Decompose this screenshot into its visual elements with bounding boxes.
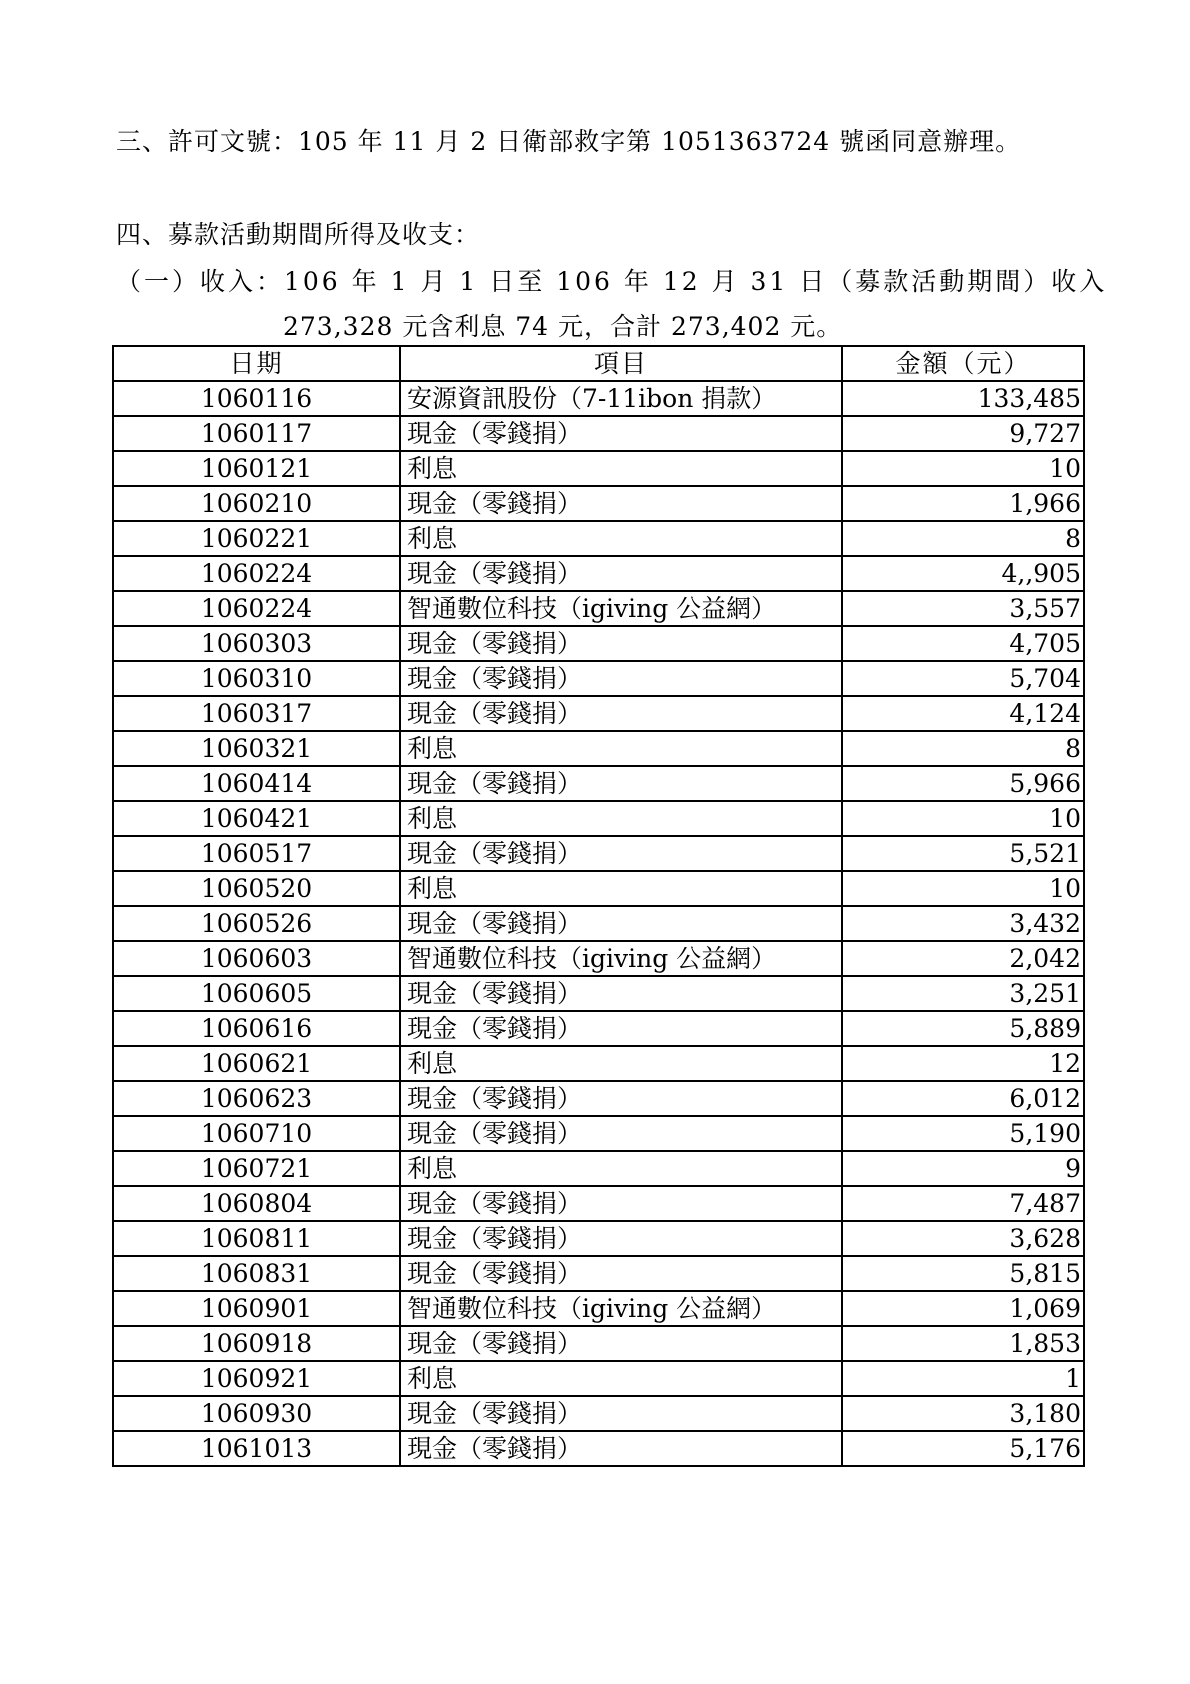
row-amount: 5,190 [842,1116,1084,1151]
row-item: 利息 [400,521,842,556]
row-date: 1060221 [113,521,400,556]
row-item: 利息 [400,1151,842,1186]
table-row [113,416,1084,451]
row-date: 1060224 [113,556,400,591]
header-date: 日期 [113,346,400,381]
row-date: 1060623 [113,1081,400,1116]
table-row [113,976,1084,1011]
row-amount: 3,180 [842,1396,1084,1431]
row-item: 現金（零錢捐） [400,766,842,801]
table-row [113,801,1084,836]
table-row [113,486,1084,521]
table-row [113,1221,1084,1256]
row-date: 1060310 [113,661,400,696]
row-date: 1060901 [113,1291,400,1326]
table-row [113,626,1084,661]
row-item: 現金（零錢捐） [400,1396,842,1431]
row-amount: 5,966 [842,766,1084,801]
table-row [113,1186,1084,1221]
row-amount: 5,521 [842,836,1084,871]
table-row [113,661,1084,696]
row-amount: 7,487 [842,1186,1084,1221]
row-date: 1060710 [113,1116,400,1151]
table-row [113,1431,1084,1466]
row-item: 現金（零錢捐） [400,836,842,871]
permit-paragraph: 三、許可文號：105 年 11 月 2 日衛部救字第 1051363724 號函同意辦理。 [116,127,1022,156]
row-item: 現金（零錢捐） [400,1081,842,1116]
income-paragraph-line1: （一）收入：106 年 1 月 1 日至 106 年 12 月 31 日（募款活動期間）收入 [116,267,1108,296]
row-item: 現金（零錢捐） [400,1326,842,1361]
table-row [113,871,1084,906]
table-row [113,1326,1084,1361]
row-amount: 1,853 [842,1326,1084,1361]
row-amount: 133,485 [842,381,1084,416]
table-body [113,381,1084,1466]
row-amount: 9,727 [842,416,1084,451]
row-item: 利息 [400,801,842,836]
row-date: 1060930 [113,1396,400,1431]
row-item: 利息 [400,1046,842,1081]
income-paragraph-line2: 273,328 元含利息 74 元，合計 273,402 元。 [283,312,843,341]
table-row [113,451,1084,486]
row-date: 1060621 [113,1046,400,1081]
row-date: 1060831 [113,1256,400,1291]
row-item: 現金（零錢捐） [400,556,842,591]
row-amount: 1,069 [842,1291,1084,1326]
row-date: 1060520 [113,871,400,906]
table-row [113,696,1084,731]
row-amount: 8 [842,521,1084,556]
row-item: 現金（零錢捐） [400,1116,842,1151]
row-item: 利息 [400,731,842,766]
row-amount: 4,705 [842,626,1084,661]
table-header-row [113,346,1084,381]
row-item: 現金（零錢捐） [400,696,842,731]
row-date: 1060321 [113,731,400,766]
row-amount: 3,557 [842,591,1084,626]
row-item: 智通數位科技（igiving 公益網） [400,941,842,976]
row-amount: 1 [842,1361,1084,1396]
row-amount: 8 [842,731,1084,766]
table-row [113,381,1084,416]
row-date: 1060117 [113,416,400,451]
row-date: 1060421 [113,801,400,836]
row-item: 智通數位科技（igiving 公益網） [400,591,842,626]
row-date: 1060121 [113,451,400,486]
table-row [113,1151,1084,1186]
row-amount: 5,889 [842,1011,1084,1046]
row-amount: 2,042 [842,941,1084,976]
row-date: 1060804 [113,1186,400,1221]
section-heading: 四、募款活動期間所得及收支： [116,220,481,249]
row-item: 利息 [400,451,842,486]
row-amount: 5,176 [842,1431,1084,1466]
table-row [113,1011,1084,1046]
row-date: 1060918 [113,1326,400,1361]
row-date: 1060317 [113,696,400,731]
table-row [113,556,1084,591]
row-date: 1060603 [113,941,400,976]
row-item: 現金（零錢捐） [400,416,842,451]
row-date: 1061013 [113,1431,400,1466]
row-amount: 5,815 [842,1256,1084,1291]
row-date: 1060116 [113,381,400,416]
row-date: 1060721 [113,1151,400,1186]
row-amount: 4,124 [842,696,1084,731]
row-amount: 10 [842,871,1084,906]
row-date: 1060517 [113,836,400,871]
row-item: 現金（零錢捐） [400,1256,842,1291]
row-date: 1060414 [113,766,400,801]
row-date: 1060303 [113,626,400,661]
row-amount: 12 [842,1046,1084,1081]
row-date: 1060616 [113,1011,400,1046]
row-date: 1060921 [113,1361,400,1396]
row-amount: 1,966 [842,486,1084,521]
table-row [113,1046,1084,1081]
row-item: 現金（零錢捐） [400,976,842,1011]
row-item: 現金（零錢捐） [400,1011,842,1046]
header-item: 項目 [400,346,842,381]
table-row [113,941,1084,976]
row-item: 現金（零錢捐） [400,1431,842,1466]
row-date: 1060605 [113,976,400,1011]
table-row [113,591,1084,626]
row-amount: 3,628 [842,1221,1084,1256]
table-row [113,836,1084,871]
row-item: 現金（零錢捐） [400,626,842,661]
income-table [112,345,1085,1467]
row-item: 利息 [400,871,842,906]
row-amount: 6,012 [842,1081,1084,1116]
table-row [113,521,1084,556]
table-row [113,1081,1084,1116]
row-amount: 5,704 [842,661,1084,696]
row-amount: 10 [842,801,1084,836]
table-row [113,1116,1084,1151]
row-item: 現金（零錢捐） [400,906,842,941]
row-date: 1060224 [113,591,400,626]
row-item: 現金（零錢捐） [400,661,842,696]
row-date: 1060526 [113,906,400,941]
row-date: 1060811 [113,1221,400,1256]
row-item: 現金（零錢捐） [400,1186,842,1221]
row-amount: 9 [842,1151,1084,1186]
row-item: 現金（零錢捐） [400,1221,842,1256]
header-amount: 金額（元） [842,346,1084,381]
row-amount: 4,,905 [842,556,1084,591]
table-row [113,1291,1084,1326]
table-row [113,906,1084,941]
row-item: 安源資訊股份（7-11ibon 捐款） [400,381,842,416]
table-row [113,1396,1084,1431]
row-item: 現金（零錢捐） [400,486,842,521]
table-row [113,1256,1084,1291]
row-amount: 3,432 [842,906,1084,941]
row-amount: 10 [842,451,1084,486]
row-date: 1060210 [113,486,400,521]
row-item: 智通數位科技（igiving 公益網） [400,1291,842,1326]
table-row [113,1361,1084,1396]
row-amount: 3,251 [842,976,1084,1011]
table-row [113,731,1084,766]
table-row [113,766,1084,801]
row-item: 利息 [400,1361,842,1396]
